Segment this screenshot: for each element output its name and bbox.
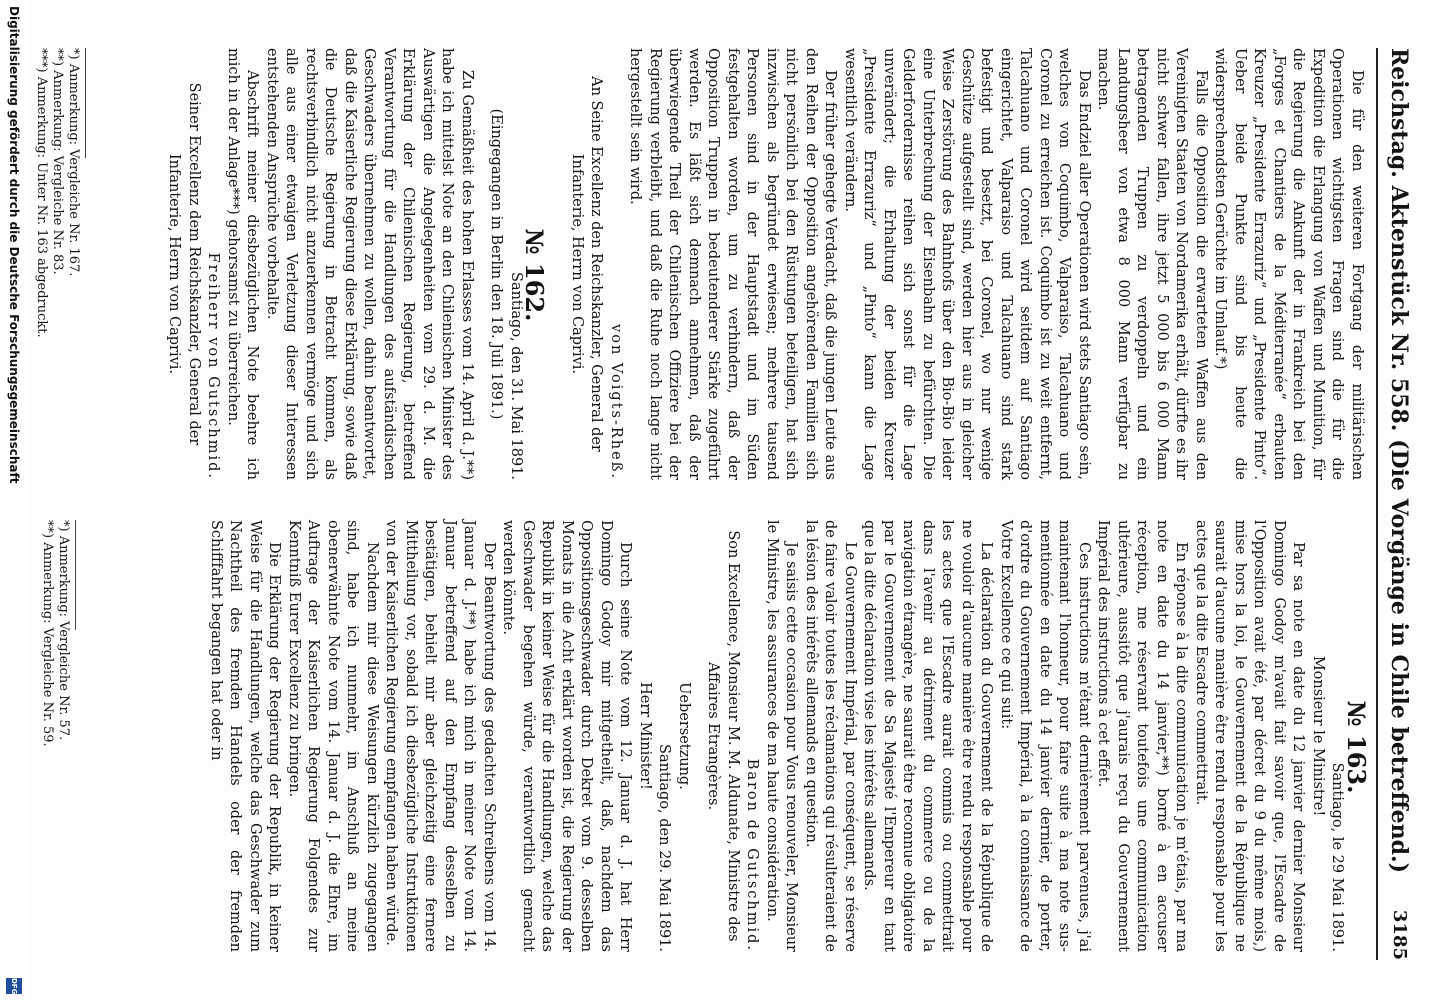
digitization-note: Digitalisierung gefördert durch die Deutsche Forschungsgemeinschaft [7, 6, 21, 484]
right-column [40, 520, 1371, 952]
dateline: Santiago, den 29. Mai 1891. [656, 744, 673, 952]
footnote-rule [75, 520, 76, 630]
dateline: Santiago, le 29 Mai 1891. [1329, 762, 1346, 952]
salutation: Herr Minister! [637, 682, 653, 790]
paragraph: Die Erklärung der Regierung der Republik, in keiner Weise für die Handlungen, welche das Geschwader zum Nachtheil des fremden Handels oder der fremden Schifffahrt begangen hat oder in [208, 520, 283, 952]
signature: Baron de Gutschmid. [744, 758, 761, 952]
header-rule [1376, 48, 1378, 960]
footnote: *) Anmerkung: Vergleiche Nr. 57. [56, 520, 71, 741]
page-number: 3185 [1389, 909, 1410, 960]
paragraph: Der früher gehegte Verdacht, daß die jungen Leute aus den Reihen der Opposition angehörenden Familien sich nicht persönlich bei den Rüstungen beteiligen, hat sich inzwischen als begründet erwiesen; mehrere tausend Personen sind in der Hauptstadt und im Süden festgehalten worden, um zu verhindern, daß der Opposition Truppen in bedeutenderer Stärke zugeführt werden. Es läßt sich demnach annehmen, daß der überwiegende Theil der Chilenischen Offiziere bei der Regierung verbleibt, und daß die Ruhe noch lange nicht hergestellt sein wird. [627, 48, 839, 480]
paragraph: Je saisis cette occasion pour Vous renouveler, Monsieur le Ministre, les assurances de ma haute considération. [764, 520, 800, 952]
running-head: Reichstag. Aktenstück Nr. 558. (Die Vorgänge in Chile betreffend.) [1386, 48, 1412, 874]
document-number: № 163. [1342, 700, 1371, 794]
paragraph: Falls die Opposition die erwarteten Waffen aus den Vereinigten Staaten von Nordamerika erhält, dürfte es ihr nicht schwer fallen, ihre jetzt 5 000 bis 6 000 Mann betragenden Truppen zu verdoppeln und ein Landungsheer von etwa 8 000 Mann verfügbar zu machen. [1095, 48, 1209, 480]
signature: von Voigts-Rheß. [608, 324, 624, 480]
salutation: Monsieur le Ministre! [1310, 655, 1326, 817]
paragraph: Die für den weiteren Fortgang der militärischen Operationen wichtigsten Fragen sind die für die Expedition die Erlangung von Waffen und Munition, für die Regierung die Ankunft der in Frankreich bei den „Forges et Chantiers de la Méditerranée“ erbauten Kreuzer „Presidente Errazuriz“ und „Presidente Pinto“. Ueber beide Punkte sind bis heute die widersprechendsten Gerüchte im Umlauf.*) [1212, 48, 1365, 480]
paragraph: Durch seine Note vom 12. Januar d. J. hat Herr Domingo Godoy mir mitgetheilt, daß, nachdem das Oppositionsgeschwader durch Dekret vom 9. desselben Monats in die Acht erklärt worden ist, die Regierung der Republik in keiner Weise für die Handlungen, welche das Geschwader begehen würde, verantwortlich gemacht werden könnte. [500, 520, 634, 952]
dateline: Santiago, den 31. Mai 1891. [508, 272, 524, 480]
paragraph: La déclaration du Gouvernement de la République de ne vouloir d'aucune manière être rendu responsable pour les actes que l'Escadre aurait commis ou commettrait dans l'avenir au détriment du commerce ou de la navigation étrangère, ne saurait être reconnue obligatoire par le Gouvernement de Sa Majesté l'Empereur en tant que la dite déclaration vise les intérêts allemands. [861, 520, 995, 952]
footnote: **) Anmerkung: Vergleiche Nr. 59. [40, 520, 55, 747]
left-column [34, 48, 1366, 480]
signature: Freiherr von Gutschmid. [205, 252, 222, 480]
digitization-credit [0, 0, 27, 1000]
footnote: *) Anmerkung: Vergleiche Nr. 167. [66, 48, 81, 277]
paragraph: Par sa note en date du 12 janvier dernier Monsieur Domingo Godoy m'avait fait savoir que, l'Escadre de l'Opposition avait été, par décret du 9 du même mois,) mise hors la loi, le Gouvernement de la République ne saurait d'aucune manière être rendu responsable pour les actes que la dite Escadre commettrait. [1193, 520, 1307, 952]
document-number: № 162. [520, 228, 550, 322]
paragraph: Der Beantwortung des gedachten Schreibens vom 14. Januar d. J.**) habe ich mich in meiner Note vom 14. Januar betreffend auf den Empfang desselben zu bestätigen, behielt mir aber gleichzeitig eine fernere Mittheilung vor, sobald ich diesbezügliche Instruktionen von der Kaiserlichen Regierung empfangen haben würde. [383, 520, 497, 952]
paragraph: Zu Gemäßheit des hohen Erlasses vom 14. April d. J.**) habe ich mittelst Note an den Chilenischen Minister des Auswärtigen die Angelegenheiten vom 29. d. M. die Erklärung der Chilenischen Regierung, betreffend Verantwortung für die Handlungen des aufständischen Geschwaders übernehmen zu wollen, dahin beantwortet, daß die Kaiserliche Regierung diese Erklärung, sowie daß die Deutsche Regierung in Betracht kommen, als rechtsverbindlich nicht anzuerkennen vermöge und sich alle aus einer etwaigen Verletzung dieser Interessen entstehenden Ansprüche vorbehalte. [264, 48, 475, 480]
paragraph: Le Gouvernement Impérial, par conséquent, se réserve de faire valoir toutes les réclamations qui résulteraient de la lésion des intérêts allemands en question. [803, 520, 858, 952]
footnote: **) Anmerkung: Vergleiche Nr. 83. [50, 48, 65, 275]
paragraph: Ces instructions m'étant dernièrement parvenues, j'ai maintenant l'honneur, pour faire suite à ma note sus-mentionnée en date du 14 janvier dernier, de porter, d'ordre du Gouvernement Impérial, à la connaissance de Votre Excellence ce qui suit: [998, 520, 1092, 952]
footnote-rule [85, 48, 86, 158]
paragraph: Das Endziel aller Operationen wird stets Santiago sein, welches von Coquimbo, Valparaiso, Talcahuano und Coronel zu erreichen ist. Coquimbo ist zu weit entfernt, Talcahuano und Coronel wird seitdem auf Santiago eingerichtet, Valparaiso und Talcahuano sind stark befestigt und besetzt, bei Coronel, wo nur wenige Geschütze aufgestellt sind, werden hier aus in gleicher Weise Zerstörung des Bahnhofs über den Bio-Bio leider eine Unterbrechung der Eisenbahn zu befürchten. Die Gelderfordernisse reihen sich sonst für die Lage unverändert; die Erhaltung der beiden Kreuzer „Presidente Errazuriz“ und „Pinto“ kann die Lage wesentlich verändern. [842, 48, 1092, 480]
footnote: ***) Anmerkung: Unter Nr. 163 abgedruckt. [34, 48, 49, 338]
received-note: (Eingegangen in Berlin den 18. Juli 1891.) [488, 108, 505, 420]
paragraph: Nachdem mir diese Weisungen kürzlich zugegangen sind, habe ich nunmehr, im Anschluß an meine obenerwähnte Note vom 14. Januar d. J. die Ehre, im Auftrage der Kaiserlichen Regierung Folgendes zur Kenntniß Eurer Excellenz zu bringen. [286, 520, 380, 952]
page-header [1382, 48, 1416, 960]
paragraph: Abschrift meiner diesbezüglichen Note beehre ich mich in der Anlage***) gehorsamst zu überreichen. [225, 48, 261, 480]
dfg-logo-icon: DFG [6, 978, 22, 994]
footnotes [39, 520, 76, 952]
translation-label: Uebersetzung. [676, 682, 692, 790]
addressee: Seiner Excellenz dem Reichskanzler, General der Infanterie, Herrn von Caprivi. [166, 82, 202, 446]
paragraph: En réponse à la dite communication je m'étais, par ma note en date du 14 janvier,**) borné à en accuser réception, me réservant toutefois une communication ultérieure, aussitôt que j'aurais reçu du Gouvernement Impérial des instructions à cet effet. [1095, 520, 1190, 952]
addressee: Son Excellence, Monsieur M. M. Aldunate, Ministre des Affaires Etrangères. [705, 530, 741, 942]
footnotes [33, 48, 86, 480]
addressee: An Seine Excellenz den Reichskanzler, General der Infanterie, Herrn von Caprivi. [569, 76, 605, 452]
